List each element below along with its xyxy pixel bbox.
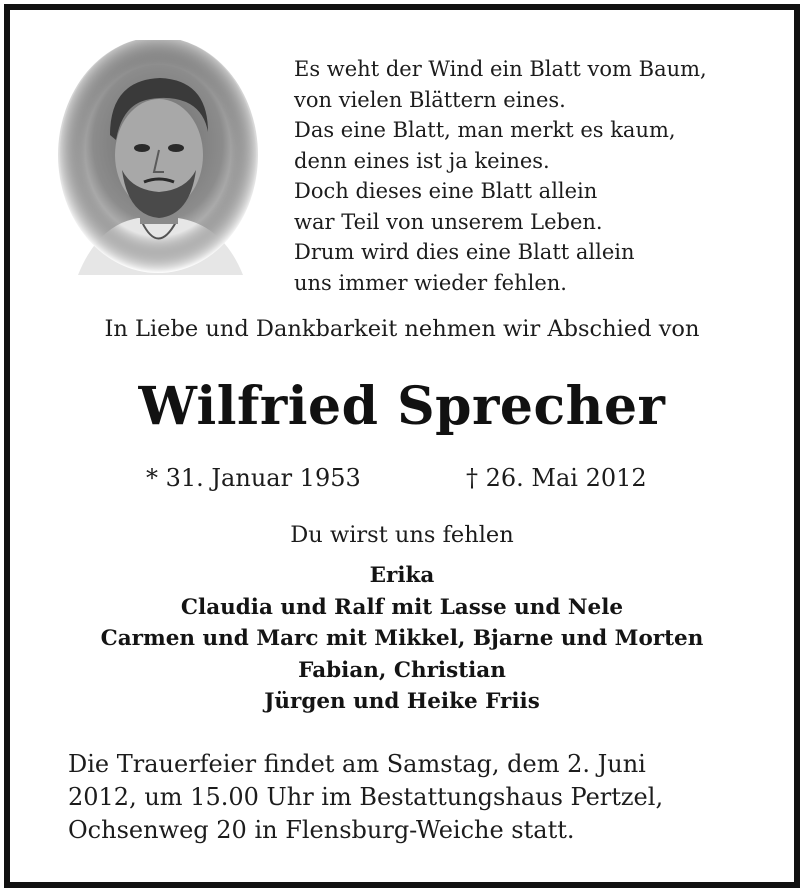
family-member: Carmen und Marc mit Mikkel, Bjarne und Morten — [100, 626, 704, 651]
poem-line: Es weht der Wind ein Blatt vom Baum, — [294, 57, 707, 81]
family-member: Erika — [369, 563, 435, 588]
poem-line: von vielen Blättern eines. — [294, 87, 566, 112]
we-miss-you: Du wirst uns fehlen — [290, 522, 514, 548]
poem-line: uns immer wieder fehlen. — [294, 270, 567, 295]
family-member: Jürgen und Heike Friis — [264, 689, 540, 714]
farewell-intro: In Liebe und Dankbarkeit nehmen wir Abschied von — [104, 316, 700, 342]
family-member: Claudia und Ralf mit Lasse und Nele — [180, 594, 624, 620]
service-line: Ochsenweg 20 in Flensburg-Weiche statt. — [68, 816, 575, 844]
funeral-service-info — [68, 748, 768, 847]
family-member: Fabian, Christian — [298, 657, 506, 683]
poem-line: Das eine Blatt, man merkt es kaum, — [294, 118, 676, 142]
birth-date: * 31. Januar 1953 — [146, 464, 361, 492]
deceased-name: Wilfried Sprecher — [138, 376, 666, 437]
family-list — [10, 560, 794, 718]
poem-line: denn eines ist ja keines. — [294, 148, 550, 173]
poem-line: Doch dieses eine Blatt allein — [294, 179, 598, 203]
portrait-photo — [58, 40, 258, 275]
poem-line: war Teil von unserem Leben. — [294, 209, 603, 234]
poem-line: Drum wird dies eine Blatt allein — [294, 240, 635, 264]
service-line: Die Trauerfeier findet am Samstag, dem 2. Juni — [68, 750, 646, 778]
service-line: 2012, um 15.00 Uhr im Bestattungshaus Pertzel, — [68, 783, 664, 811]
poem — [294, 54, 774, 298]
death-date: † 26. Mai 2012 — [466, 464, 647, 492]
obituary-frame — [4, 4, 800, 888]
